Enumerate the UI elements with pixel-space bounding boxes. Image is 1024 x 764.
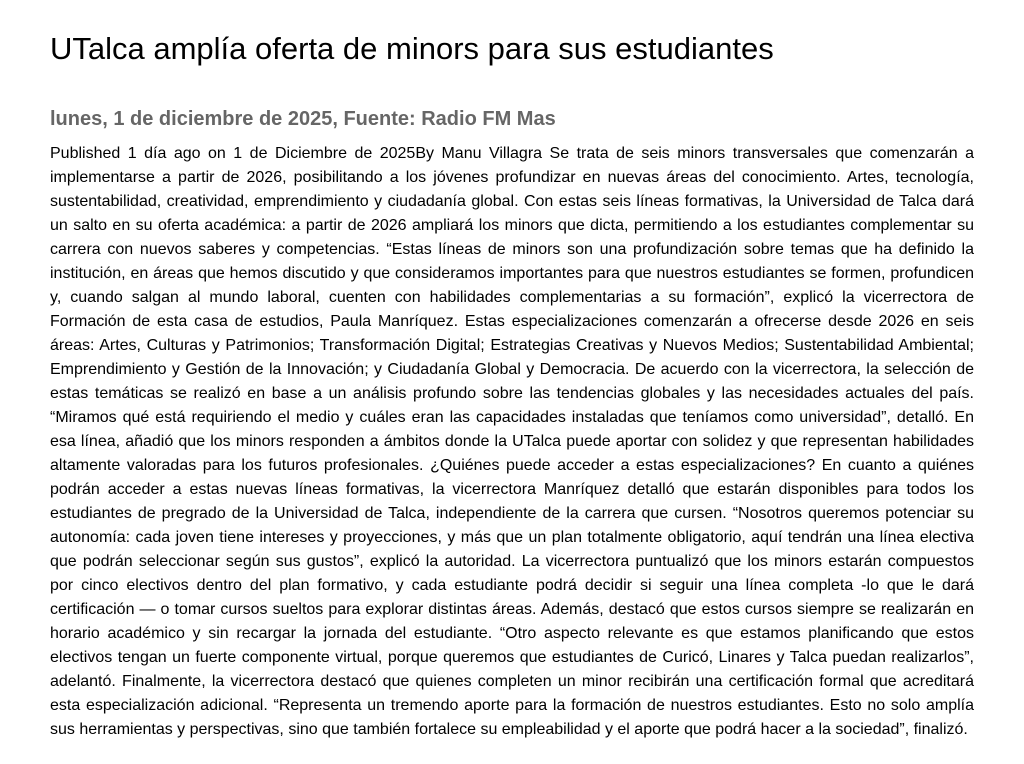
article-date-source: lunes, 1 de diciembre de 2025, Fuente: Radio FM Mas (50, 108, 556, 130)
article-title: UTalca amplía oferta de minors para sus estudiantes (50, 31, 774, 66)
article-body: Published 1 día ago on 1 de Diciembre de 2025By Manu Villagra Se trata de seis minors transversales que comenzarán a implementarse a partir de 2026, posibilitando a los jóvenes profundizar en nuevas áreas del conocimiento. Artes, tecnología, sustentabilidad, creatividad, emprendimiento y ciudadanía global. Con estas seis líneas formativas, la Universidad de Talca dará un salto en su oferta académica: a partir de 2026 ampliará los minors que dicta, permitiendo a los estudiantes complementar su carrera con nuevos saberes y competencias. “Estas líneas de minors son una profundización sobre temas que ha definido la institución, en áreas que hemos discutido y que consideramos importantes para que nuestros estudiantes se formen, profundicen y, cuando salgan al mundo laboral, cuenten con habilidades complementarias a su formación”, explicó la vicerrectora de Formación de esta casa de estudios, Paula Manríquez. Estas especializaciones comenzarán a ofrecerse desde 2026 en seis áreas: Artes, Culturas y Patrimonios; Transformación Digital; Estrategias Creativas y Nuevos Medios; Sustentabilidad Ambiental; Emprendimiento y Gestión de la Innovación; y Ciudadanía Global y Democracia. De acuerdo con la vicerrectora, la selección de estas temáticas se realizó en base a un análisis profundo sobre las tendencias globales y las necesidades actuales del país. “Miramos qué está requiriendo el medio y cuáles eran las capacidades instaladas que teníamos como universidad”, detalló. En esa línea, añadió que los minors responden a ámbitos donde la UTalca puede aportar con solidez y que representan habilidades altamente valoradas para los futuros profesionales. ¿Quiénes puede acceder a estas especializaciones? En cuanto a quiénes podrán acceder a estas nuevas líneas formativas, la vicerrectora Manríquez detalló que estarán disponibles para todos los estudiantes de pregrado de la Universidad de Talca, independiente de la carrera que cursen. “Nosotros queremos potenciar su autonomía: cada joven tiene intereses y proyecciones, y más que un plan totalmente obligatorio, aquí tendrán una línea electiva que podrán seleccionar según sus gustos”, explicó la autoridad. La vicerrectora puntualizó que los minors estarán compuestos por cinco electivos dentro del plan formativo, y cada estudiante podrá decidir si seguir una línea completa -lo que le dará certificación — o tomar cursos sueltos para explorar distintas áreas. Además, destacó que estos cursos siempre se realizarán en horario académico y sin recargar la jornada del estudiante. “Otro aspecto relevante es que estamos planificando que estos electivos tengan un fuerte componente virtual, porque queremos que estudiantes de Curicó, Linares y Talca puedan realizarlos”, adelantó. Finalmente, la vicerrectora destacó que quienes completen un minor recibirán una certificación formal que acreditará esta especialización adicional. “Representa un tremendo aporte para la formación de nuestros estudiantes. Esto no solo amplía sus herramientas y perspectivas, sino que también fortalece su empleabilidad y el aporte que podrá hacer a la sociedad”, finalizó. (50, 145, 974, 738)
